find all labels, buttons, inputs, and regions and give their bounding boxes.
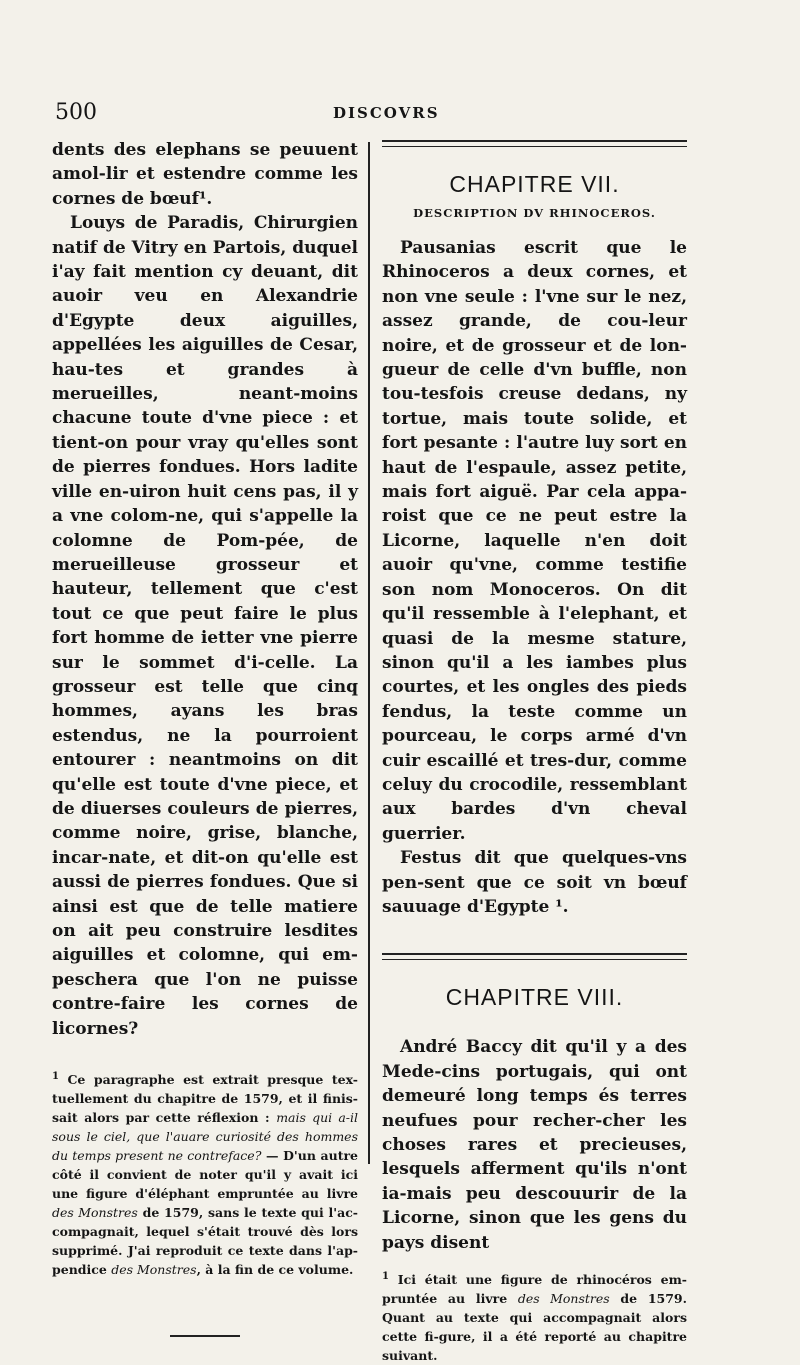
footnote-text-c: de 1579. Quant au texte qui accompagnait alors cette fi-gure, il a été reporté au chapitre suivant. <box>382 1291 687 1364</box>
page-number: 500 <box>55 100 97 125</box>
footnote-text-a: Ici était une figure de rhinocéros em-pruntée au livre <box>382 1272 687 1307</box>
footnote-book-title: des Monstres <box>52 1205 138 1221</box>
footnote-text-g: , à la fin de ce volume. <box>196 1262 354 1278</box>
footnote-marker: 1 <box>382 1271 389 1283</box>
footnote-marker: 1 <box>52 1071 59 1083</box>
footnote-right <box>382 1267 687 1365</box>
right-column <box>382 140 687 1365</box>
footnote-text-a: Ce paragraphe est extrait presque tex-tuellement du chapitre de 1579, et il finis-sait alors par cette réflexion : <box>52 1072 358 1126</box>
footnote-quote: mais qui a-il sous le ciel, que l'auare curiosité des hommes du temps present ne contreface? <box>52 1110 359 1164</box>
footnote-left <box>52 1067 358 1279</box>
chapter-rule <box>382 140 687 147</box>
chapter-rule <box>382 953 687 960</box>
paragraph-festus: Festus dit que quelques-vns pen-sent que ce soit vn bœuf sauuage d'Egypte ¹. <box>382 848 687 917</box>
paragraph-baccy: André Baccy dit qu'il y a des Mede-cins portugais, qui ont demeuré long temps és terres neufues pour recher-cher les choses rares et precieuses, lesquels afferment qu'ils n'ont ia-mais peu descouurir de la Licorne, sinon que les gens du pays disent <box>382 1037 687 1253</box>
footnote-text-c: — D'un autre côté il convient de noter qu'il y avait ici une figure d'éléphant empruntée au livre <box>52 1148 359 1202</box>
chapter-8-title: CHAPITRE VIII. <box>445 984 624 1011</box>
left-column <box>52 138 358 1337</box>
running-title: DISCOVRS <box>333 104 440 122</box>
footnote-text-e: de 1579, sans le texte qui l'ac-compagnait, lequel s'était trouvé dès lors supprimé. J'ai reproduit ce texte dans l'ap-pendice <box>52 1205 358 1278</box>
chapter-7-title: CHAPITRE VII. <box>449 171 620 197</box>
running-head <box>55 100 745 130</box>
paragraph-pausanias: Pausanias escrit que le Rhinoceros a deux cornes, et non vne seule : l'vne sur le nez, assez grande, de cou-leur noire, et de grosseur et de lon-gueur de celle d'vn buffle, non tou-tesfois creuse dedans, ny tortue, mais toute solide, et fort pesante : l'autre luy sort en haut de l'espaule, assez petite, mais fort aiguë. Par cela appa-roist que ce ne peut estre la Licorne, laquelle n'en doit auoir qu'vne, comme testifie son nom Monoceros. On dit qu'il ressemble à l'elephant, et quasi de la mesme stature, sinon qu'il a les iambes plus courtes, et les ongles des pieds fendus, la teste comme un pourceau, le corps armé d'vn cuir escaillé et tres-dur, comme celuy du crocodile, ressemblant aux bardes d'vn cheval guerrier. <box>382 238 687 844</box>
paragraph-paradis: Louys de Paradis, Chirurgien natif de Vitry en Partois, duquel i'ay fait mention cy deuant, dit auoir veu en Alexandrie d'Egypte deux aiguilles, appellées les aiguilles de Cesar, hau-tes et grandes à merueilles, neant-moins chacune toute d'vne piece : et tient-on pour vray qu'elles sont de pierres fondues. Hors ladite ville en-uiron huit cens pas, il y a vne colom-ne, qui s'appelle la colomne de Pom-pée, de merueilleuse grosseur et hauteur, tellement que c'est tout ce que peut faire le plus fort homme de ietter vne pierre sur le sommet d'i-celle. La grosseur est telle que cinq hommes, ayans les bras estendus, ne la pourroient entourer : neantmoins on dit qu'elle est toute d'vne piece, et de diuerses couleurs de pierres, comme noire, grise, blanche, incar-nate, et dit-on qu'elle est aussi de pierres fondues. Que si ainsi est que de telle matiere on ait peu construire lesdites aiguilles et colomne, qui em-peschera que l'on ne puisse contre-faire les cornes de licornes? <box>52 213 358 1039</box>
footnote-end-rule <box>170 1335 240 1337</box>
footnote-book-title: des Monstres <box>517 1291 610 1307</box>
chapter-7-subtitle: DESCRIPTION DV RHINOCEROS. <box>413 206 656 220</box>
paragraph-continuation: dents des elephans se peuuent amol-lir et estendre comme les cornes de bœuf¹. <box>52 140 358 209</box>
footnote-book-title-2: des Monstres <box>111 1262 197 1278</box>
column-divider <box>368 142 370 1164</box>
